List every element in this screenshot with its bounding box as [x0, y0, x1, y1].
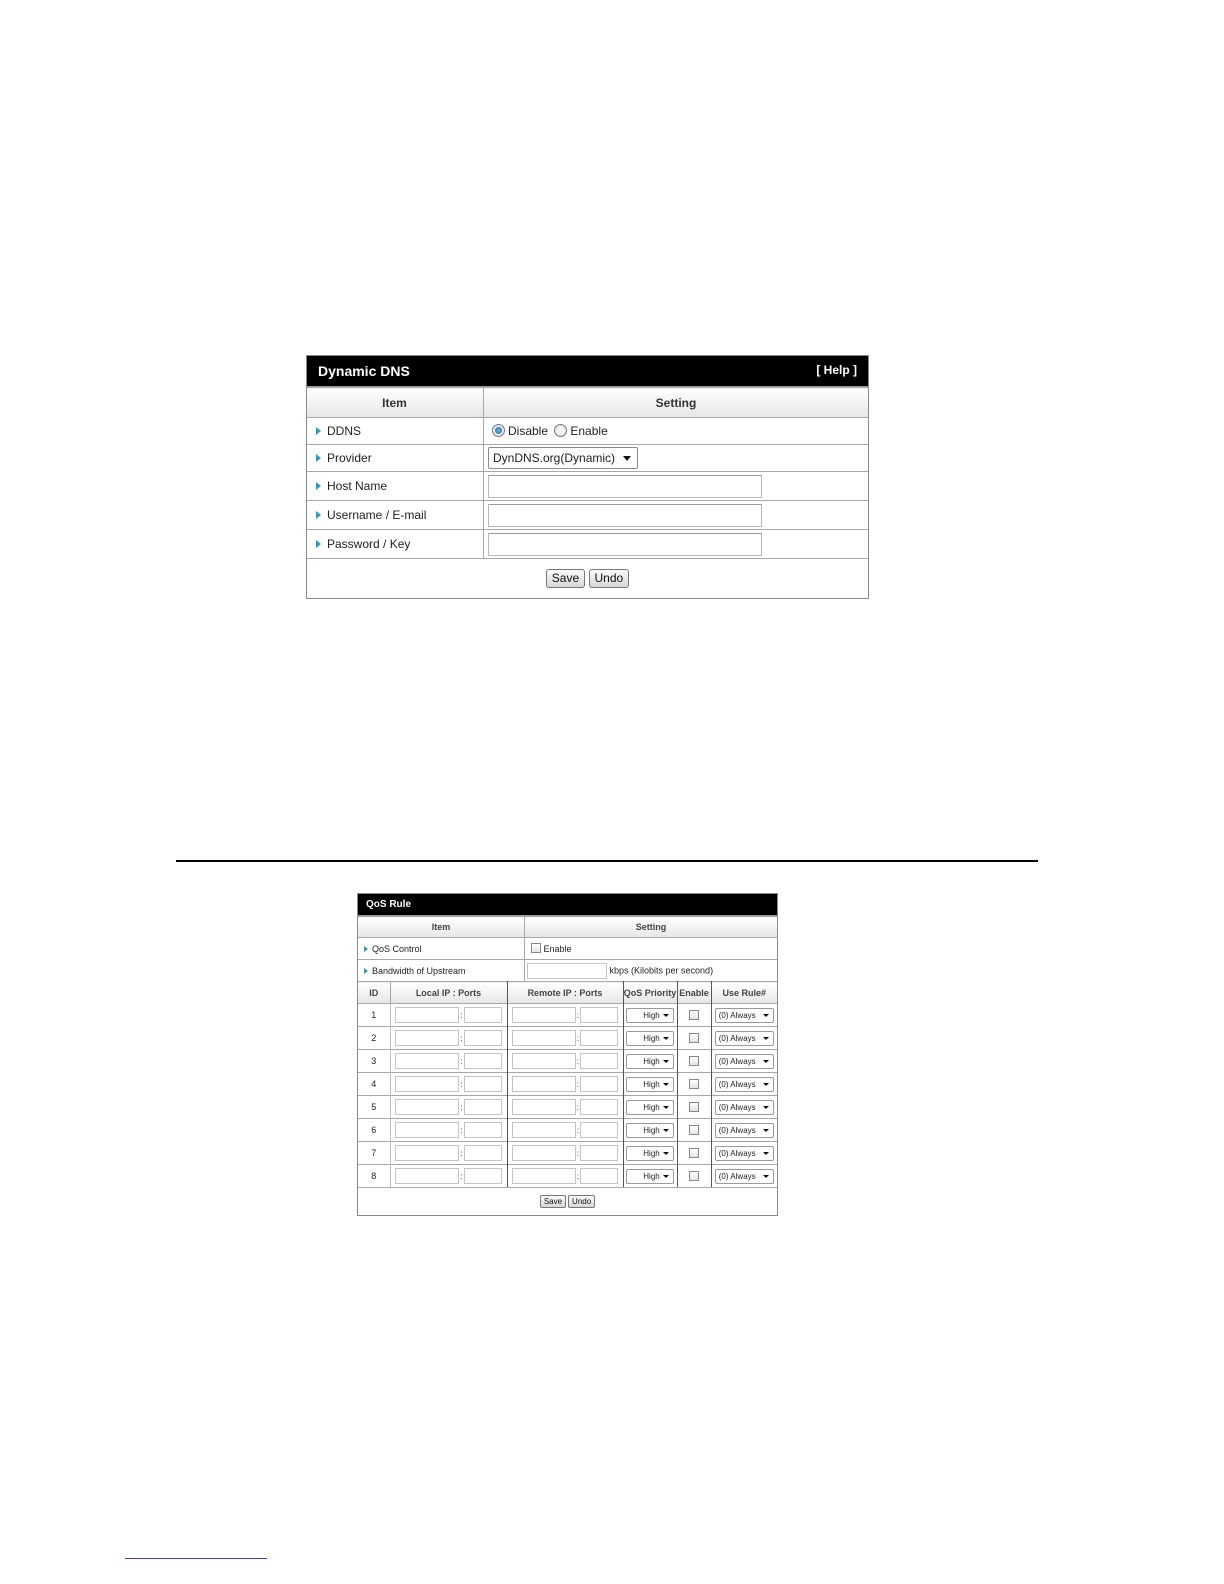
- bandwidth-row: [358, 960, 777, 982]
- priority-select[interactable]: [626, 1123, 674, 1138]
- qos-control-row: [358, 938, 777, 960]
- qos-info-table: [358, 916, 777, 981]
- remote-port-input[interactable]: [580, 1007, 618, 1023]
- priority-value: High: [643, 1033, 660, 1043]
- priority-select[interactable]: [626, 1146, 674, 1161]
- rule-value: (0) Always: [718, 1102, 756, 1112]
- use-rule-select[interactable]: [715, 1123, 774, 1138]
- rule-enable-checkbox[interactable]: [689, 1033, 699, 1043]
- col-rule: Use Rule#: [711, 982, 777, 1004]
- bandwidth-input[interactable]: [527, 963, 607, 979]
- chevron-down-icon: [663, 1014, 669, 1017]
- priority-select[interactable]: [626, 1077, 674, 1092]
- chevron-down-icon: [663, 1129, 669, 1132]
- remote-ip-input[interactable]: [512, 1145, 576, 1161]
- local-ip-input[interactable]: [395, 1145, 459, 1161]
- ddns-enable-label: Enable: [570, 424, 608, 438]
- remote-port-input[interactable]: [580, 1030, 618, 1046]
- use-rule-select[interactable]: [715, 1077, 774, 1092]
- local-port-input[interactable]: [464, 1076, 502, 1092]
- row-arrow-icon: [364, 946, 368, 952]
- chevron-down-icon: [663, 1083, 669, 1086]
- chevron-down-icon: [663, 1152, 669, 1155]
- use-rule-select[interactable]: [715, 1169, 774, 1184]
- qos-button-row: [358, 1187, 777, 1215]
- remote-port-input[interactable]: [580, 1122, 618, 1138]
- priority-select[interactable]: [626, 1100, 674, 1115]
- provider-row: [307, 445, 868, 472]
- qos-col-item: Item: [358, 917, 525, 938]
- chevron-down-icon: [763, 1083, 769, 1086]
- rule-value: (0) Always: [718, 1125, 756, 1135]
- rule-id: 4: [371, 1079, 377, 1089]
- local-ip-input[interactable]: [395, 1168, 459, 1184]
- local-port-input[interactable]: [464, 1053, 502, 1069]
- chevron-down-icon: [663, 1175, 669, 1178]
- row-arrow-icon: [316, 454, 321, 462]
- ddns-col-setting: Setting: [484, 388, 869, 418]
- remote-port-input[interactable]: [580, 1168, 618, 1184]
- rule-id: 1: [371, 1010, 377, 1020]
- row-arrow-icon: [316, 427, 321, 435]
- ddns-button-row: [307, 559, 868, 599]
- priority-value: High: [643, 1056, 660, 1066]
- bandwidth-unit: kbps (Kilobits per second): [609, 964, 714, 975]
- password-input[interactable]: [488, 533, 762, 556]
- priority-select[interactable]: [626, 1169, 674, 1184]
- rule-enable-checkbox[interactable]: [689, 1171, 699, 1181]
- chevron-down-icon: [763, 1106, 769, 1109]
- remote-ip-input[interactable]: [512, 1122, 576, 1138]
- remote-port-input[interactable]: [580, 1076, 618, 1092]
- col-priority: QoS Priority: [623, 982, 677, 1004]
- dynamic-dns-panel: [306, 355, 869, 599]
- qos-control-enable-label: Enable: [543, 944, 572, 954]
- rule-enable-checkbox[interactable]: [689, 1056, 699, 1066]
- remote-ip-input[interactable]: [512, 1007, 576, 1023]
- local-ip-input[interactable]: [395, 1007, 459, 1023]
- rule-value: (0) Always: [718, 1148, 756, 1158]
- row-arrow-icon: [316, 540, 321, 548]
- ddns-disable-label: Disable: [508, 424, 549, 438]
- row-arrow-icon: [364, 968, 368, 974]
- local-port-input[interactable]: [464, 1145, 502, 1161]
- row-arrow-icon: [316, 511, 321, 519]
- rule-enable-checkbox[interactable]: [689, 1079, 699, 1089]
- local-port-input[interactable]: [464, 1030, 502, 1046]
- table-row: 6 : : High (0) Always: [358, 1119, 777, 1142]
- priority-value: High: [643, 1148, 660, 1158]
- chevron-down-icon: [763, 1129, 769, 1132]
- qos-control-label: QoS Control: [372, 943, 422, 954]
- chevron-down-icon: [763, 1152, 769, 1155]
- rule-enable-checkbox[interactable]: [689, 1102, 699, 1112]
- remote-port-input[interactable]: [580, 1053, 618, 1069]
- footnote-link[interactable]: [125, 1558, 267, 1559]
- rule-id: 7: [371, 1148, 377, 1158]
- username-input[interactable]: [488, 504, 762, 527]
- use-rule-select[interactable]: [715, 1008, 774, 1023]
- table-row: 7 : : High (0) Always: [358, 1142, 777, 1165]
- chevron-down-icon: [663, 1037, 669, 1040]
- bandwidth-label: Bandwidth of Upstream: [372, 965, 466, 976]
- col-enable: Enable: [677, 982, 711, 1004]
- chevron-down-icon: [623, 456, 631, 461]
- use-rule-select[interactable]: [715, 1031, 774, 1046]
- table-row: 3 : : High (0) Always: [358, 1050, 777, 1073]
- rule-id: 2: [371, 1033, 377, 1043]
- rule-value: (0) Always: [718, 1171, 756, 1181]
- qos-rules-table: [358, 981, 777, 1187]
- provider-select[interactable]: [488, 447, 638, 469]
- table-row: 1 : : High (0) Always: [358, 1004, 777, 1027]
- priority-select[interactable]: [626, 1031, 674, 1046]
- rule-id: 8: [371, 1171, 377, 1181]
- row-arrow-icon: [316, 482, 321, 490]
- rule-value: (0) Always: [718, 1033, 756, 1043]
- save-button[interactable]: Save: [546, 569, 585, 588]
- hostname-label: Host Name: [327, 479, 388, 493]
- local-ip-input[interactable]: [395, 1030, 459, 1046]
- help-link[interactable]: [ Help ]: [816, 363, 857, 377]
- local-port-input[interactable]: [464, 1099, 502, 1115]
- username-label: Username / E-mail: [327, 508, 427, 522]
- username-row: [307, 501, 868, 530]
- password-label: Password / Key: [327, 537, 411, 551]
- qos-rule-panel: [357, 893, 778, 1216]
- ddns-label: DDNS: [327, 424, 362, 438]
- local-port-input[interactable]: [464, 1007, 502, 1023]
- provider-value: DynDNS.org(Dynamic): [493, 451, 616, 465]
- priority-value: High: [643, 1079, 660, 1089]
- priority-select[interactable]: [626, 1054, 674, 1069]
- local-port-input[interactable]: [464, 1122, 502, 1138]
- remote-ip-input[interactable]: [512, 1099, 576, 1115]
- rule-id: 6: [371, 1125, 377, 1135]
- qos-col-setting: Setting: [525, 917, 778, 938]
- password-row: [307, 530, 868, 559]
- col-id: ID: [358, 982, 390, 1004]
- priority-value: High: [643, 1171, 660, 1181]
- chevron-down-icon: [763, 1060, 769, 1063]
- rule-enable-checkbox[interactable]: [689, 1010, 699, 1020]
- priority-select[interactable]: [626, 1008, 674, 1023]
- undo-button[interactable]: Undo: [589, 569, 630, 588]
- qos-control-checkbox[interactable]: [531, 943, 541, 953]
- chevron-down-icon: [763, 1014, 769, 1017]
- section-divider: [176, 860, 1038, 862]
- local-ip-input[interactable]: [395, 1122, 459, 1138]
- provider-label: Provider: [327, 451, 372, 465]
- priority-value: High: [643, 1125, 660, 1135]
- table-row: 2 : : High (0) Always: [358, 1027, 777, 1050]
- hostname-input[interactable]: [488, 475, 762, 498]
- rule-value: (0) Always: [718, 1056, 756, 1066]
- rule-value: (0) Always: [718, 1010, 756, 1020]
- remote-port-input[interactable]: [580, 1145, 618, 1161]
- ddns-table: [307, 387, 868, 598]
- col-remote: Remote IP : Ports: [507, 982, 623, 1004]
- remote-ip-input[interactable]: [512, 1076, 576, 1092]
- chevron-down-icon: [663, 1106, 669, 1109]
- use-rule-select[interactable]: [715, 1146, 774, 1161]
- use-rule-select[interactable]: [715, 1054, 774, 1069]
- remote-ip-input[interactable]: [512, 1168, 576, 1184]
- use-rule-select[interactable]: [715, 1100, 774, 1115]
- ddns-disable-radio[interactable]: [492, 424, 505, 437]
- rule-value: (0) Always: [718, 1079, 756, 1089]
- qos-title-bar: [358, 894, 777, 916]
- table-row: 4 : : High (0) Always: [358, 1073, 777, 1096]
- ddns-col-item: Item: [307, 388, 484, 418]
- rule-enable-checkbox[interactable]: [689, 1125, 699, 1135]
- priority-value: High: [643, 1102, 660, 1112]
- ddns-title-bar: [307, 356, 868, 387]
- ddns-enable-radio[interactable]: [554, 424, 567, 437]
- remote-ip-input[interactable]: [512, 1053, 576, 1069]
- remote-ip-input[interactable]: [512, 1030, 576, 1046]
- ddns-row: [307, 418, 868, 445]
- chevron-down-icon: [763, 1175, 769, 1178]
- qos-title: QoS Rule: [366, 899, 412, 910]
- table-row: 5 : : High (0) Always: [358, 1096, 777, 1119]
- ddns-title: Dynamic DNS: [318, 363, 410, 379]
- remote-port-input[interactable]: [580, 1099, 618, 1115]
- local-ip-input[interactable]: [395, 1053, 459, 1069]
- priority-value: High: [643, 1010, 660, 1020]
- qos-save-button[interactable]: Save: [540, 1195, 566, 1208]
- local-port-input[interactable]: [464, 1168, 502, 1184]
- qos-undo-button[interactable]: Undo: [568, 1195, 595, 1208]
- rule-enable-checkbox[interactable]: [689, 1148, 699, 1158]
- table-row: 8 : : High (0) Always: [358, 1165, 777, 1188]
- col-local: Local IP : Ports: [390, 982, 507, 1004]
- chevron-down-icon: [763, 1037, 769, 1040]
- hostname-row: [307, 472, 868, 501]
- rule-id: 5: [371, 1102, 377, 1112]
- chevron-down-icon: [663, 1060, 669, 1063]
- rule-id: 3: [371, 1056, 377, 1066]
- local-ip-input[interactable]: [395, 1076, 459, 1092]
- local-ip-input[interactable]: [395, 1099, 459, 1115]
